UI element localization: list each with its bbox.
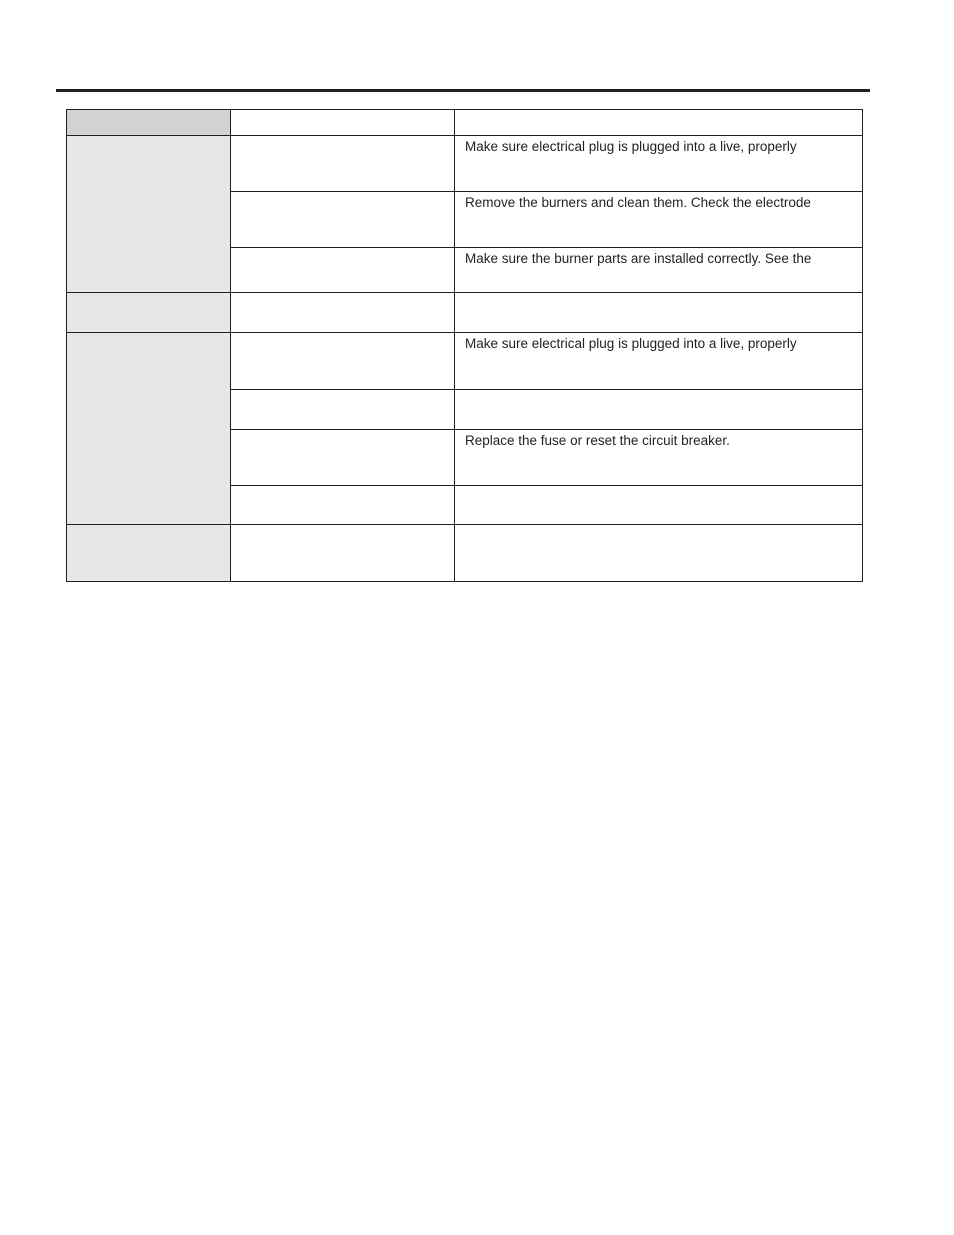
action-text — [455, 390, 862, 392]
table-row — [67, 136, 863, 192]
table-row — [67, 525, 863, 582]
action-text: Make sure electrical plug is plugged into a live, properly — [465, 139, 797, 154]
table-header-row — [67, 110, 863, 136]
action-text: Make sure electrical plug is plugged into a live, properly — [465, 336, 797, 351]
action-text — [455, 486, 862, 488]
cause-cell — [231, 248, 455, 293]
header-cause-cell — [231, 110, 455, 136]
action-text: Make sure the burner parts are installed correctly. See the — [465, 251, 812, 266]
action-text — [455, 525, 862, 527]
problem-cell — [67, 293, 231, 333]
cause-cell — [231, 293, 455, 333]
problem-cell — [67, 525, 231, 582]
problem-cell — [67, 333, 231, 525]
top-rule — [56, 89, 870, 92]
header-problem-cell — [67, 110, 231, 136]
cause-cell — [231, 430, 455, 486]
action-cell — [455, 136, 863, 192]
action-cell — [455, 525, 863, 582]
action-cell — [455, 390, 863, 430]
action-cell — [455, 333, 863, 390]
action-cell — [455, 192, 863, 248]
troubleshooting-table — [66, 109, 863, 582]
table-row — [67, 333, 863, 390]
table-row — [67, 293, 863, 333]
action-text — [455, 293, 862, 295]
cause-cell — [231, 136, 455, 192]
cause-cell — [231, 192, 455, 248]
cause-cell — [231, 525, 455, 582]
cause-cell — [231, 390, 455, 430]
action-cell — [455, 248, 863, 293]
action-cell — [455, 293, 863, 333]
action-cell — [455, 486, 863, 525]
action-cell — [455, 430, 863, 486]
header-action-cell — [455, 110, 863, 136]
action-text: Remove the burners and clean them. Check the electrode — [465, 195, 811, 210]
action-text: Replace the fuse or reset the circuit breaker. — [465, 433, 730, 448]
cause-cell — [231, 486, 455, 525]
problem-cell — [67, 136, 231, 293]
cause-cell — [231, 333, 455, 390]
